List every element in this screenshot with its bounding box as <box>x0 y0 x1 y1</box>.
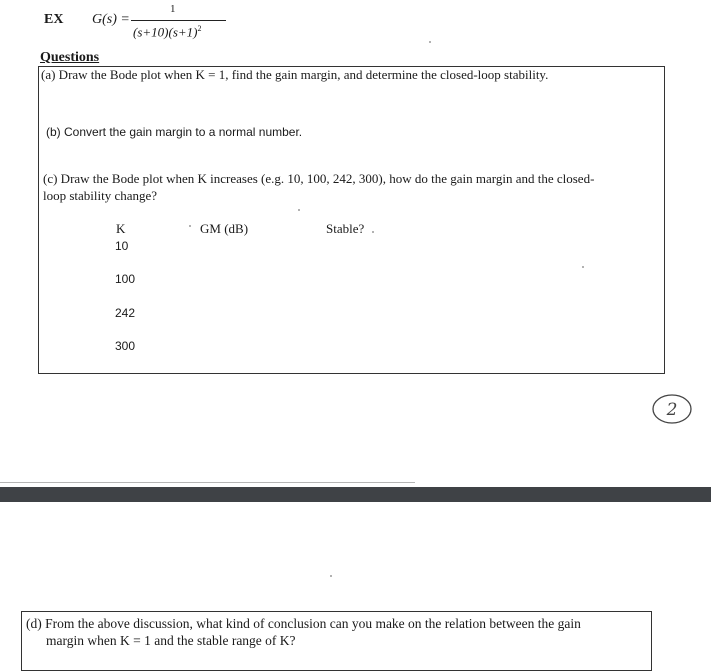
page-number-mark <box>650 392 694 431</box>
table-row-k-value: 300 <box>115 339 136 353</box>
questions-heading: Questions <box>40 50 100 65</box>
page-number-text: 2 <box>666 400 678 420</box>
question-d-line-2: margin when K = 1 and the stable range of K? <box>46 633 296 648</box>
transfer-function-lhs: G(s) = <box>92 12 130 27</box>
table-header-stable: Stable? <box>326 221 365 236</box>
circled-number-icon <box>650 392 694 426</box>
transfer-function-denominator <box>133 24 201 40</box>
table-row-k-value: 100 <box>115 272 136 286</box>
table-row-k-value: 242 <box>115 306 136 320</box>
divider-line <box>0 482 415 483</box>
scan-speck <box>330 575 332 577</box>
scan-speck <box>582 266 584 268</box>
scan-speck <box>189 225 191 227</box>
denominator-exponent: 2 <box>197 24 202 33</box>
question-c-line-2: loop stability change? <box>43 188 158 203</box>
transfer-function-numerator: 1 <box>170 3 176 15</box>
table-row-k-value: 10 <box>115 239 129 253</box>
question-b: (b) Convert the gain margin to a normal number. <box>46 125 303 139</box>
table-header-k: K <box>116 221 126 236</box>
scan-speck <box>298 209 300 211</box>
page-break-bar <box>0 487 711 502</box>
question-c-line-1: (c) Draw the Bode plot when K increases (e.g. 10, 100, 242, 300), how do the gain margin and the closed- <box>43 171 595 186</box>
scan-speck <box>372 231 374 233</box>
questions-box <box>38 66 665 374</box>
table-header-gm: GM (dB) <box>200 221 249 236</box>
scan-speck <box>429 41 431 43</box>
example-label: EX <box>44 12 64 27</box>
fraction-bar <box>131 20 226 21</box>
question-a: (a) Draw the Bode plot when K = 1, find the gain margin, and determine the closed-loop stability. <box>41 67 549 82</box>
denominator-text: (s+10)(s+1) <box>133 24 198 40</box>
question-d-line-1: (d) From the above discussion, what kind of conclusion can you make on the relation between the gain <box>26 616 581 631</box>
